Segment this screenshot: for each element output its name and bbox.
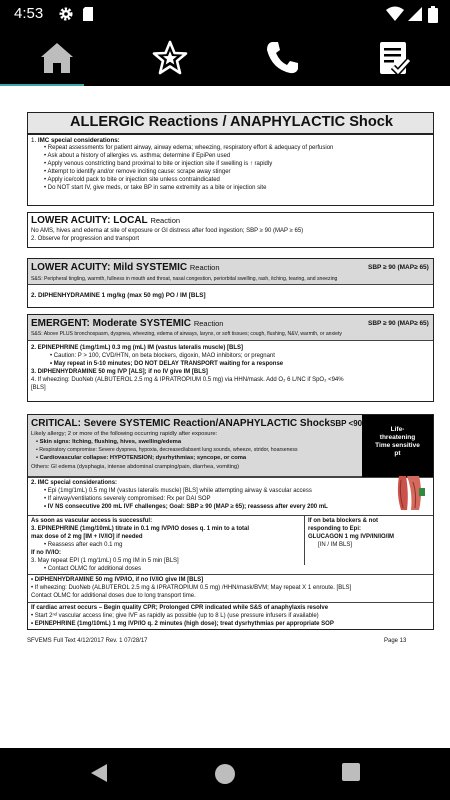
battery-icon bbox=[428, 6, 438, 23]
emergent-step: 4. If wheezing: DuoNeb (ALBUTEROL 2.5 mg & IPRATROPIUM 0.5 mg) via HHN/mask. Add O₂ 6 L/NC if SpO₂ <94% bbox=[31, 377, 344, 383]
diph-line: Contact OLMC for additional doses due to long transport time. bbox=[31, 593, 196, 599]
emergent-step: • May repeat in 5-10 minutes; DO NOT DELAY TRANSPORT waiting for a response bbox=[50, 361, 284, 367]
app-nav-bar bbox=[0, 28, 450, 86]
diph-divider bbox=[28, 574, 433, 575]
thigh-injection-illustration bbox=[393, 474, 427, 512]
vascular-step: 3. May repeat EPI (1 mg/1mL) 0.5 mg IM in 5 min [BLS] bbox=[31, 558, 179, 564]
imc-item: • Attempt to identify and/or remove inciting cause: scrape away stinger bbox=[44, 169, 231, 175]
critical-sbp: SBP <90 bbox=[330, 419, 363, 428]
emergent-step: • Caution: P > 100, CVD/HTN, on beta blockers, digoxin, MAO inhibitors; or pregnant bbox=[50, 353, 275, 359]
imc-item: • Repeat assessments for patient airway, airway edema; wheezing, respiratory effort & adequacy of perfusion bbox=[44, 145, 334, 151]
arrest-divider bbox=[28, 602, 433, 603]
critical-step2-divider bbox=[28, 477, 433, 478]
beta-blocker-note: If on beta blockers & not bbox=[308, 518, 379, 524]
doc-footer-left: SFVEMS Full Text 4/12/2017 Rev. 1 07/28/17 bbox=[27, 638, 148, 644]
protocol-document-page[interactable] bbox=[0, 86, 450, 748]
life-threatening-line: threatening bbox=[379, 434, 416, 441]
status-time: 4:53 bbox=[14, 5, 44, 22]
emergent-moderate-title: EMERGENT: Moderate SYSTEMIC Reaction bbox=[31, 318, 224, 329]
vascular-step: • Reassess after each 0.1 mg bbox=[44, 542, 123, 548]
lower-acuity-mild-step: 2. DIPHENHYDRAMINE 1 mg/kg (max 50 mg) PO / IM [BLS] bbox=[31, 292, 206, 299]
lower-acuity-mild-desc: S&S: Peripheral tingling, warmth, fullness in mouth and throat, nasal congestion, periorbital swelling, rash, itching, tearing, and sneezing bbox=[31, 276, 338, 282]
home-circle-icon[interactable] bbox=[213, 762, 237, 786]
emergent-moderate-sbp: SBP ≥ 90 (MAP≥ 65) bbox=[368, 320, 429, 327]
vascular-step: If no IV/IO: bbox=[31, 550, 61, 556]
lower-acuity-mild-sbp: SBP ≥ 90 (MAP≥ 65) bbox=[368, 264, 429, 271]
diph-line: • DIPHENHYDRAMINE 50 mg IVP/IO, if no IV/IO give IM [BLS] bbox=[31, 577, 204, 583]
lower-acuity-local-desc: No AMS, hives and edema at site of exposure or GI distress after food ingestion; SBP ≥ 90 (MAP ≥ 65) bbox=[31, 228, 304, 234]
phone-icon[interactable] bbox=[262, 38, 302, 78]
beta-column-divider bbox=[304, 515, 305, 565]
imc-item: • Apply venous constricting band proximal to bite or injection site if swelling is ↑ rapidly bbox=[44, 161, 273, 167]
imc-item: • Do NOT start IV, give meds, or take BP in same extremity as a bite or injection site bbox=[44, 185, 267, 191]
arrest-line: • Start 2ⁿᵈ vascular access line; give IVF as rapidly as possible (up to 8 L) (use pressure infusers if available) bbox=[31, 613, 319, 619]
diph-line: • If wheezing: DuoNeb (ALBUTEROL 2.5 mg & IPRATROPIUM 0.5 mg) /HHN/mask/BVM; May repeat X 1 enroute. [BLS] bbox=[31, 585, 352, 591]
vascular-step: 3. EPINEPHRINE (1mg/10mL) titrate in 0.1 mg IVP/IO doses q. 1 min to a total bbox=[31, 526, 250, 532]
wifi-icon bbox=[386, 6, 404, 22]
emergent-step: 3. DIPHENHYDRAMINE 50 mg IVP [ALS]; if no IV give IM [BLS] bbox=[31, 369, 208, 375]
critical-desc: • Skin signs: Itching, flushing, hives, swelling/edema bbox=[36, 439, 182, 445]
emergent-step: 2. EPINEPHRINE (1mg/1mL) 0.3 mg (mL) IM (vastus lateralis muscle) [BLS] bbox=[31, 345, 244, 351]
settings-gear-icon bbox=[58, 6, 74, 22]
system-nav-bar bbox=[0, 748, 450, 800]
critical-step: • IV NS consecutive 200 mL IVF challenges; Goal: SBP ≥ 90 (MAP ≥ 65); reassess after every 200 mL bbox=[44, 504, 328, 510]
critical-title: CRITICAL: Severe SYSTEMIC Reaction/ANAPHYLACTIC Shock bbox=[31, 418, 330, 429]
doc-footer-page: Page 13 bbox=[384, 638, 407, 644]
arrest-line: If cardiac arrest occurs – Begin quality CPR; Prolonged CPR indicated while S&S of anaphylaxis resolve bbox=[31, 605, 329, 611]
back-icon[interactable] bbox=[89, 762, 109, 784]
star-icon[interactable] bbox=[150, 38, 190, 78]
vascular-step: • Contact OLMC for additional doses bbox=[44, 566, 142, 572]
critical-step: 2. IMC special considerations: bbox=[31, 480, 118, 486]
vascular-step: max dose of 2 mg [IM + IV/IO] if needed bbox=[31, 534, 143, 540]
emergent-moderate-desc: S&S: Above PLUS bronchospasm, dyspnea, wheezing, edema of airways, larynx, or soft tissues; cough, flushing, N&V, warmth, or anxiety bbox=[31, 331, 342, 337]
critical-desc: Likely allergy; 2 or more of the following occurring rapidly after exposure: bbox=[31, 431, 218, 437]
arrest-line: • EPINEPHRINE (1mg/10mL) 1 mg IVP/IO q. 2 minutes (high dose); treat dysrhythmias per appropriate SOP bbox=[31, 621, 334, 627]
lower-acuity-mild-title: LOWER ACUITY: Mild SYSTEMIC Reaction bbox=[31, 262, 220, 273]
critical-desc: • Respiratory compromise: Severe dyspnea, hypoxia, decreased/absent lung sounds, wheeze, stridor, hoarseness bbox=[36, 447, 298, 453]
lower-acuity-local-step: 2. Observe for progression and transport bbox=[31, 236, 140, 242]
beta-blocker-note: [IN / IM BLS] bbox=[318, 542, 353, 548]
recents-icon[interactable] bbox=[341, 762, 361, 782]
critical-desc: Others: GI edema (dysphagia, intense abdominal cramping/pain, diarrhea, vomiting) bbox=[31, 464, 240, 470]
cell-signal-icon bbox=[408, 6, 422, 22]
status-bar bbox=[0, 0, 450, 28]
vascular-divider bbox=[28, 515, 433, 516]
life-threatening-line: Life- bbox=[390, 426, 405, 433]
imc-item: • Apply ice/cold pack to bite or injection site unless contraindicated bbox=[44, 177, 220, 183]
beta-blocker-note: responding to Epi: bbox=[308, 526, 361, 532]
imc-item: • Ask about a history of allergies vs. asthma; determine if EpiPen used bbox=[44, 153, 231, 159]
life-threatening-line: pt bbox=[394, 450, 401, 457]
critical-step: • Epi (1mg/1mL) 0.5 mg IM (vastus lateralis muscle) [BLS] while attempting airway & vascular access bbox=[44, 488, 312, 494]
checklist-icon[interactable] bbox=[374, 38, 414, 78]
life-threatening-line: Time sensitive bbox=[375, 442, 420, 449]
main-title: ALLERGIC Reactions / ANAPHYLACTIC Shock bbox=[70, 114, 393, 130]
lower-acuity-local-title: LOWER ACUITY: LOCAL Reaction bbox=[31, 215, 181, 226]
beta-blocker-note: GLUCAGON 1 mg IVP/IN/IO/IM bbox=[308, 534, 395, 540]
emergent-step: [BLS] bbox=[31, 385, 46, 391]
critical-step: • If airway/ventilations severely compromised: Rx per DAI SOP bbox=[44, 496, 211, 502]
imc-heading: 1. IMC special considerations: bbox=[31, 137, 120, 144]
vascular-heading: As soon as vascular access is successful: bbox=[31, 518, 153, 524]
critical-desc: • Cardiovascular collapse: HYPOTENSION; dysrhythmias; syncope, or coma bbox=[36, 455, 247, 461]
sd-card-icon bbox=[82, 6, 94, 22]
home-icon[interactable] bbox=[37, 38, 77, 78]
